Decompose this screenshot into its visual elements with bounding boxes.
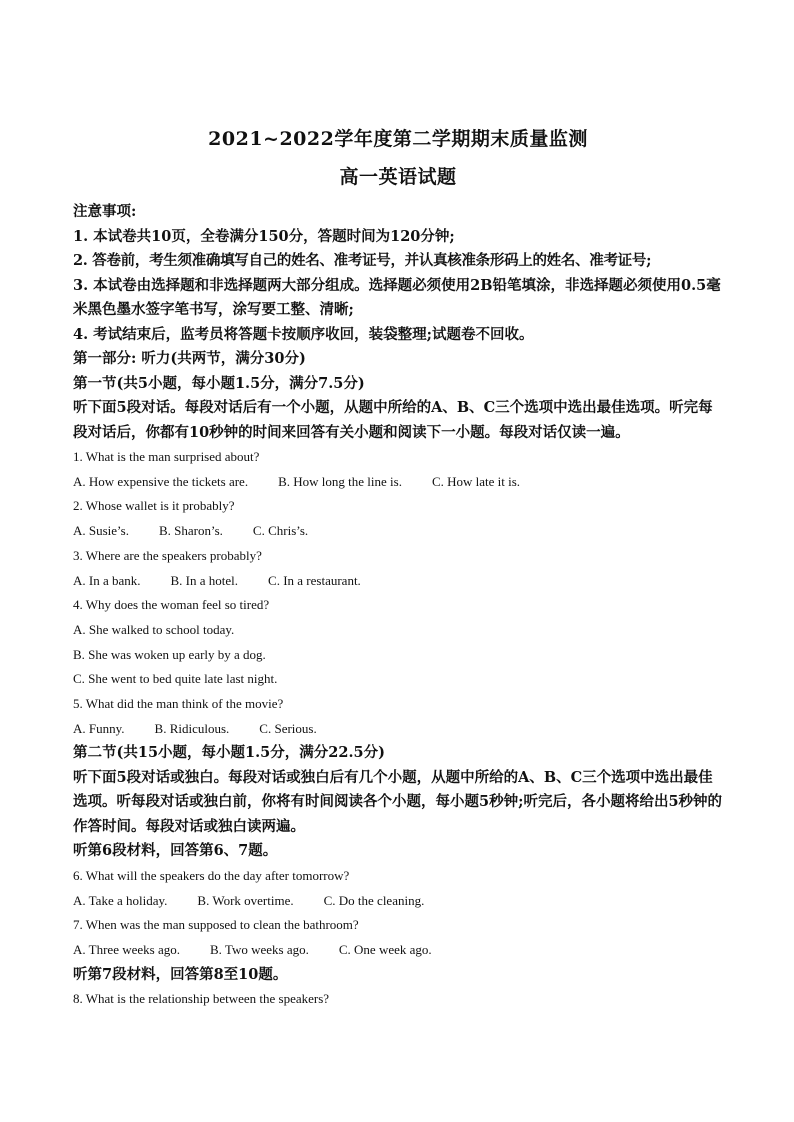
q4-option-c: C. She went to bed quite late last night. bbox=[73, 671, 278, 687]
q7-option-a: A. Three weeks ago. bbox=[73, 942, 180, 958]
notice-item-1: 1. 本试卷共10页，全卷满分150分，答题时间为120分钟; bbox=[73, 227, 455, 245]
section2-heading: 第二节(共15小题，每小题1.5分，满分22.5分) bbox=[73, 744, 385, 762]
q6-option-a: A. Take a holiday. bbox=[73, 892, 168, 908]
exam-title: 2021~2022学年度第二学期期末质量监测 bbox=[208, 128, 588, 150]
q7-option-c: C. One week ago. bbox=[338, 942, 432, 958]
material-7-heading: 听第7段材料，回答第8至10题。 bbox=[73, 965, 288, 983]
q3-option-c: C. In a restaurant. bbox=[268, 572, 361, 588]
q6-option-b: B. Work overtime. bbox=[197, 892, 294, 908]
question-3-options bbox=[73, 569, 723, 594]
question-7-options bbox=[73, 938, 723, 963]
question-5: 5. What did the man think of the movie? bbox=[73, 696, 284, 712]
notice-item-3: 3. 本试卷由选择题和非选择题两大部分组成。选择题必须使用2B铅笔填涂，非选择题必须使用0.5毫米黑色墨水签字笔书写，涂写要工整、清晰; bbox=[73, 276, 721, 318]
question-8: 8. What is the relationship between the speakers? bbox=[73, 991, 330, 1007]
q5-option-b: B. Ridiculous. bbox=[154, 720, 230, 736]
section1-heading: 第一节(共5小题，每小题1.5分，满分7.5分) bbox=[73, 374, 365, 392]
notice-item-2: 2. 答卷前，考生须准确填写自己的姓名、准考证号，并认真核准条形码上的姓名、准考证号; bbox=[73, 252, 652, 269]
exam-page bbox=[73, 126, 723, 1012]
question-3: 3. Where are the speakers probably? bbox=[73, 547, 262, 563]
q5-option-a: A. Funny. bbox=[73, 720, 125, 736]
q1-option-b: B. How long the line is. bbox=[278, 473, 402, 489]
question-2: 2. Whose wallet is it probably? bbox=[73, 498, 235, 514]
question-1-options bbox=[73, 470, 723, 495]
q6-option-c: C. Do the cleaning. bbox=[323, 892, 425, 908]
section1-instructions: 听下面5段对话。每段对话后有一个小题，从题中所给的A、B、C三个选项中选出最佳选项。听完每段对话后，你都有10秒钟的时间来回答有关小题和阅读下一小题。每段对话仅读一遍。 bbox=[73, 399, 713, 441]
question-5-options bbox=[73, 717, 723, 742]
question-6: 6. What will the speakers do the day after tomorrow? bbox=[73, 867, 350, 883]
q3-option-b: B. In a hotel. bbox=[170, 572, 239, 588]
q4-option-b: B. She was woken up early by a dog. bbox=[73, 646, 266, 662]
q3-option-a: A. In a bank. bbox=[73, 572, 141, 588]
question-4: 4. Why does the woman feel so tired? bbox=[73, 597, 270, 613]
q1-option-c: C. How late it is. bbox=[431, 473, 521, 489]
notice-item-4: 4. 考试结束后，监考员将答题卡按顺序收回，装袋整理;试题卷不回收。 bbox=[73, 325, 534, 343]
part1-heading: 第一部分: 听力(共两节，满分30分) bbox=[73, 350, 306, 367]
question-7: 7. When was the man supposed to clean the bathroom? bbox=[73, 917, 359, 933]
question-6-options bbox=[73, 889, 723, 914]
question-1: 1. What is the man surprised about? bbox=[73, 449, 260, 464]
section2-instructions: 听下面5段对话或独白。每段对话或独白后有几个小题，从题中所给的A、B、C三个选项中选出最佳选项。听每段对话或独白前，你将有时间阅读各个小题，每小题5秒钟;听完后，各小题将给出5秒钟的作答时间。每段对话或独白读两遍。 bbox=[73, 768, 723, 835]
exam-subtitle: 高一英语试题 bbox=[339, 166, 457, 188]
notice-heading: 注意事项: bbox=[73, 203, 137, 220]
question-2-options bbox=[73, 519, 723, 544]
q2-option-a: A. Susie’s. bbox=[73, 523, 129, 539]
q2-option-b: B. Sharon’s. bbox=[158, 523, 223, 539]
q1-option-a: A. How expensive the tickets are. bbox=[73, 473, 249, 489]
q2-option-c: C. Chris’s. bbox=[252, 523, 309, 539]
material-6-heading: 听第6段材料，回答第6、7题。 bbox=[73, 842, 278, 860]
q4-option-a: A. She walked to school today. bbox=[73, 621, 235, 637]
q5-option-c: C. Serious. bbox=[259, 720, 317, 736]
q7-option-b: B. Two weeks ago. bbox=[209, 942, 309, 958]
